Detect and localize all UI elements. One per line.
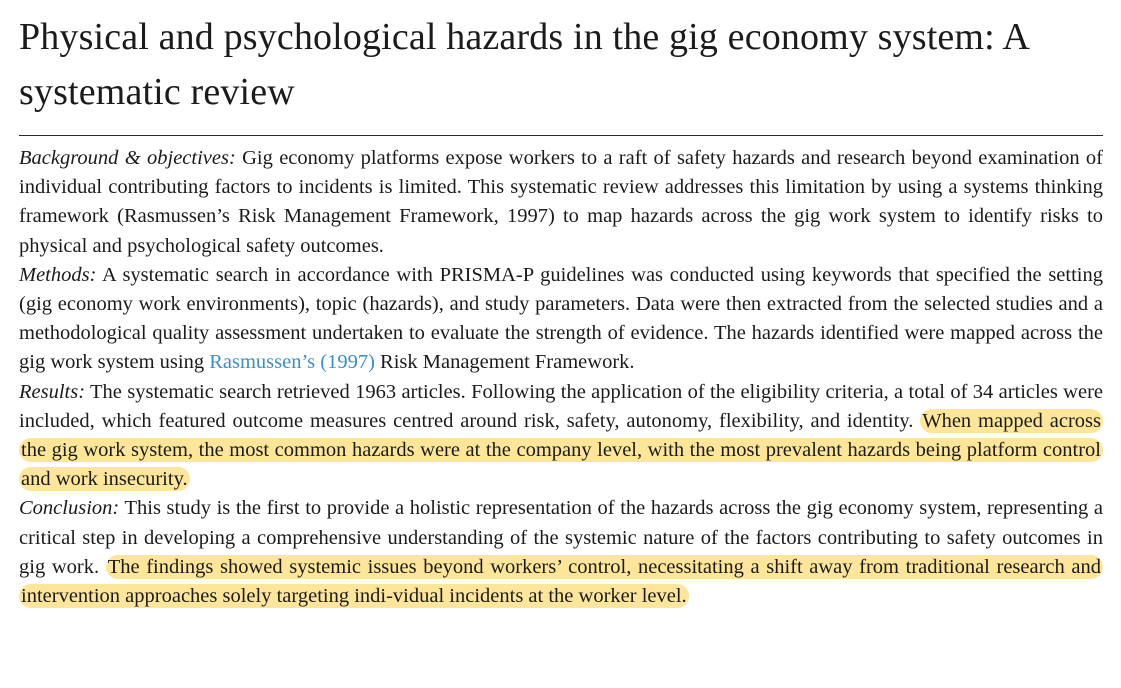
paper-title: Physical and psychological hazards in the gig economy system: A systematic review (19, 16, 1028, 113)
results-label: Results: (19, 380, 86, 403)
methods-text: A systematic search in accordance with PRISMA-P guidelines was conducted using keywords that specified the setting (gig economy work environments), topic (hazards), and study parameters. Data were then extracted from the selected studies and a methodological quality assessment undertaken to evaluate the strength of evidence. The hazards identified were mapped across the gig work system using (19, 263, 1103, 374)
results-highlight: When mapped across the gig work system, the most common hazards were at the company level, with the most prevalent hazards being platform control and work insecurity. (21, 409, 1101, 491)
abstract-methods (19, 261, 1103, 378)
abstract-background (19, 144, 1103, 261)
conclusion-text: This study is the first to provide a holistic representation of the hazards across the gig economy system, representing a critical step in developing a comprehensive understanding of the systemic nature of the factors contributing to safety outcomes in gig work. (19, 497, 1103, 578)
citation-link[interactable]: Rasmussen’s (1997) (209, 351, 375, 374)
methods-text-end: Risk Management Framework. (374, 351, 635, 374)
background-label: Background & objectives: (19, 147, 236, 169)
abstract (19, 144, 1103, 611)
background-text: Gig economy platforms expose workers to a raft of safety hazards and research beyond examination of individual contributing factors to incidents is limited. This systematic review addresses this limitation by using a systems thinking framework (Rasmussen’s Risk Management Framework, 1997) to map hazards across the gig work system to identify risks to physical and psychological safety outcomes. (19, 147, 1104, 257)
conclusion-highlight: The findings showed systemic issues beyond workers’ control, necessitating a shift away from traditional research and intervention approaches solely targeting indi-vidual incidents at the worker level. (21, 555, 1102, 608)
results-text: The systematic search retrieved 1963 articles. Following the application of the eligibility criteria, a total of 34 articles were included, which featured outcome measures centred around risk, safety, autonomy, flexibility, and identity. (19, 380, 1103, 432)
abstract-results (19, 378, 1103, 495)
methods-label: Methods: (19, 263, 97, 286)
abstract-conclusion (19, 494, 1103, 611)
title-divider (19, 135, 1103, 136)
conclusion-label: Conclusion: (19, 497, 120, 520)
